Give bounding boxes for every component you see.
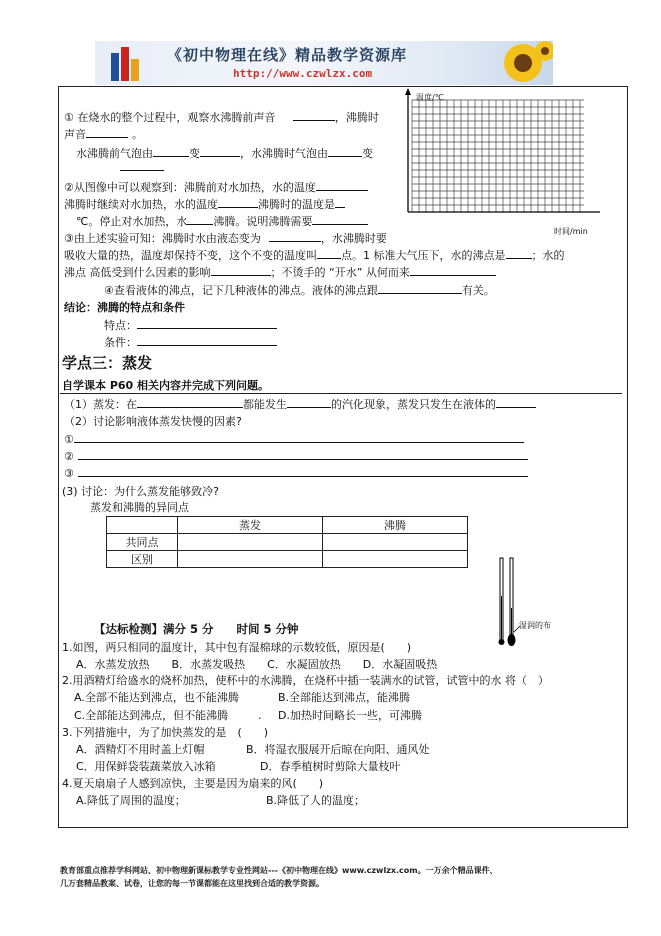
answer-blank[interactable] — [78, 466, 528, 477]
cooling-question: (3) 讨论：为什么蒸发能够致冷? — [62, 485, 219, 498]
answer-blank[interactable] — [293, 110, 335, 121]
wet-cloth-label: 湿润的布 — [519, 621, 551, 630]
table-header-boiling: 沸腾 — [323, 517, 468, 534]
table-header-evaporation: 蒸发 — [178, 517, 323, 534]
thermometer-illustration — [492, 556, 542, 652]
quiz-option-2b[interactable]: B.全部能达到沸点，能沸腾 — [278, 691, 411, 704]
question-3-line-1: ③由上述实验可知：沸腾时水由液态变为 ，水沸腾时要 — [64, 232, 387, 245]
table-cell[interactable] — [323, 551, 468, 568]
y-axis-label: 温度/℃ — [416, 93, 444, 102]
table-row — [107, 534, 468, 551]
answer-blank[interactable] — [137, 335, 277, 346]
quiz-option-2d[interactable]: D.加热时间略长一些，可沸腾 — [278, 709, 422, 722]
table-cell — [107, 517, 178, 534]
task-instruction: 自学课本 P60 相关内容并完成下列问题。 — [62, 379, 270, 392]
answer-blank[interactable] — [211, 265, 271, 276]
header-banner — [95, 41, 553, 85]
question-1-line-1: ① 在烧水的整个过程中，观察水沸腾前声音 ，沸腾时 — [64, 111, 379, 124]
question-3-line-3: 沸点 高低受到什么因素的影响 ；不烫手的 “开水” 从何而来 — [64, 265, 496, 279]
answer-blank[interactable] — [78, 449, 528, 460]
quiz-option-4a[interactable]: A.降低了周围的温度； — [76, 794, 186, 807]
graph-grid — [400, 86, 650, 236]
answer-blank[interactable] — [218, 197, 258, 208]
quiz-question-1: 1.如图，两只相同的温度计，其中包有湿棉球的示数较低，原因是( ) — [62, 641, 412, 654]
comparison-table — [106, 516, 468, 568]
logo-icon — [99, 41, 159, 85]
row-label-difference: 区别 — [107, 551, 178, 568]
answer-blank[interactable] — [153, 146, 189, 157]
footer-line-2: 几万套精品教案、试卷，让您的每一节课都能在这里找到合适的教学资源。 — [60, 879, 324, 888]
table-header-row — [107, 517, 468, 534]
answer-blank[interactable] — [269, 231, 321, 242]
answer-blank[interactable] — [312, 214, 368, 225]
quiz-title: 【达标检测】满分 5 分 时间 5 分钟 — [94, 622, 299, 636]
quiz-question-4: 4.夏天扇扇子人感到凉快，主要是因为扇来的风( ) — [62, 777, 324, 790]
answer-blank[interactable] — [137, 397, 243, 408]
evaporation-definition: （1）蒸发：在 都能发生 的汽化现象，蒸发只发生在液体的 — [64, 397, 536, 411]
quiz-option-3b[interactable]: B．将湿衣服展开后晾在向阳、通风处 — [246, 743, 430, 756]
quiz-question-3: 3.下列措施中，为了加快蒸发的是 ( ) — [62, 726, 269, 739]
answer-blank[interactable] — [316, 180, 368, 191]
answer-blank[interactable] — [506, 248, 532, 259]
question-4-line: ④查看液体的沸点，记下几种液体的沸点。液体的沸点跟 有关。 — [104, 284, 495, 297]
quiz-option-3a[interactable]: A．酒精灯不用时盖上灯帽 — [76, 743, 205, 756]
answer-blank[interactable] — [74, 432, 524, 443]
factor-2: ② — [64, 449, 528, 463]
quiz-option-3c[interactable]: C．用保鲜袋装蔬菜放入冰箱 — [76, 760, 216, 773]
table-cell[interactable] — [323, 534, 468, 551]
conclusion-title: 结论：沸腾的特点和条件 — [64, 301, 185, 314]
footer-line-1: 教育部重点推荐学科网站、初中物理新课标教学专业性网站---《初中物理在线》www.czwlzx.com。一万余个精品课件、 — [60, 866, 498, 875]
quiz-option-2c[interactable]: C.全部能达到沸点，但不能沸腾 — [74, 709, 229, 722]
sunflower-icon — [493, 41, 553, 85]
question-1-line-3: 水沸腾前气泡由 变 ，水沸腾时气泡由 变 — [76, 147, 373, 160]
table-cell[interactable] — [178, 551, 323, 568]
question-3-line-2: 吸收大量的热，温度却保持不变，这个不变的温度叫 点。1 标准大气压下，水的沸点是 ；水的 — [64, 249, 565, 262]
answer-blank[interactable] — [187, 214, 213, 225]
quiz-question-2: 2.用酒精灯给盛水的烧杯加热，使杯中的水沸腾，在烧杯中插一装满水的试管，试管中的水 将（ ） — [62, 674, 549, 687]
evaporation-factors-question: （2）讨论影响液体蒸发快慢的因素? — [64, 415, 242, 428]
answer-blank[interactable] — [335, 197, 345, 208]
quiz-option-3d[interactable]: D．春季植树时剪除大量枝叶 — [260, 760, 401, 773]
banner-title: 《初中物理在线》精品教学资源库 — [167, 46, 408, 64]
question-2-line-3: ℃。停止对水加热，水 沸腾。说明沸腾需要 — [76, 214, 368, 228]
quiz-option-4b[interactable]: B.降低了人的温度； — [266, 794, 366, 807]
page-footer — [60, 864, 620, 890]
stray-dot: . — [258, 709, 262, 722]
section-heading: 学点三：蒸发 — [62, 354, 153, 372]
answer-blank[interactable] — [137, 318, 277, 329]
answer-blank[interactable] — [328, 146, 362, 157]
answer-blank[interactable] — [120, 160, 164, 171]
banner-url[interactable]: http://www.czwlzx.com — [233, 67, 373, 80]
answer-blank[interactable] — [496, 397, 536, 408]
x-axis-label: 时间/min — [554, 227, 588, 236]
answer-blank[interactable] — [378, 283, 462, 294]
quiz-question-1-options[interactable]: A．水蒸发放热 B．水蒸发吸热 C．水凝固放热 D．水凝固吸热 — [76, 658, 438, 671]
feature-line: 特点： — [104, 318, 277, 332]
question-2-line-1: ②从图像中可以观察到：沸腾前对水加热，水的温度 — [64, 180, 368, 194]
row-label-common: 共同点 — [107, 534, 178, 551]
question-1-line-2: 声音 。 — [64, 128, 143, 141]
answer-blank[interactable] — [200, 146, 240, 157]
table-cell[interactable] — [178, 534, 323, 551]
question-2-line-2: 沸腾时继续对水加热，水的温度 沸腾时的温度是 — [64, 197, 345, 211]
table-row — [107, 551, 468, 568]
divider — [60, 393, 622, 394]
factor-1: ① — [64, 432, 524, 446]
comparison-caption: 蒸发和沸腾的异同点 — [90, 501, 189, 514]
answer-blank[interactable] — [410, 265, 496, 276]
quiz-option-2a[interactable]: A.全部不能达到沸点，也不能沸腾 — [74, 691, 239, 704]
factor-3: ③ — [64, 466, 528, 480]
answer-blank[interactable] — [287, 397, 331, 408]
answer-blank[interactable] — [86, 127, 128, 138]
condition-line: 条件： — [104, 335, 277, 349]
answer-blank[interactable] — [317, 248, 341, 259]
